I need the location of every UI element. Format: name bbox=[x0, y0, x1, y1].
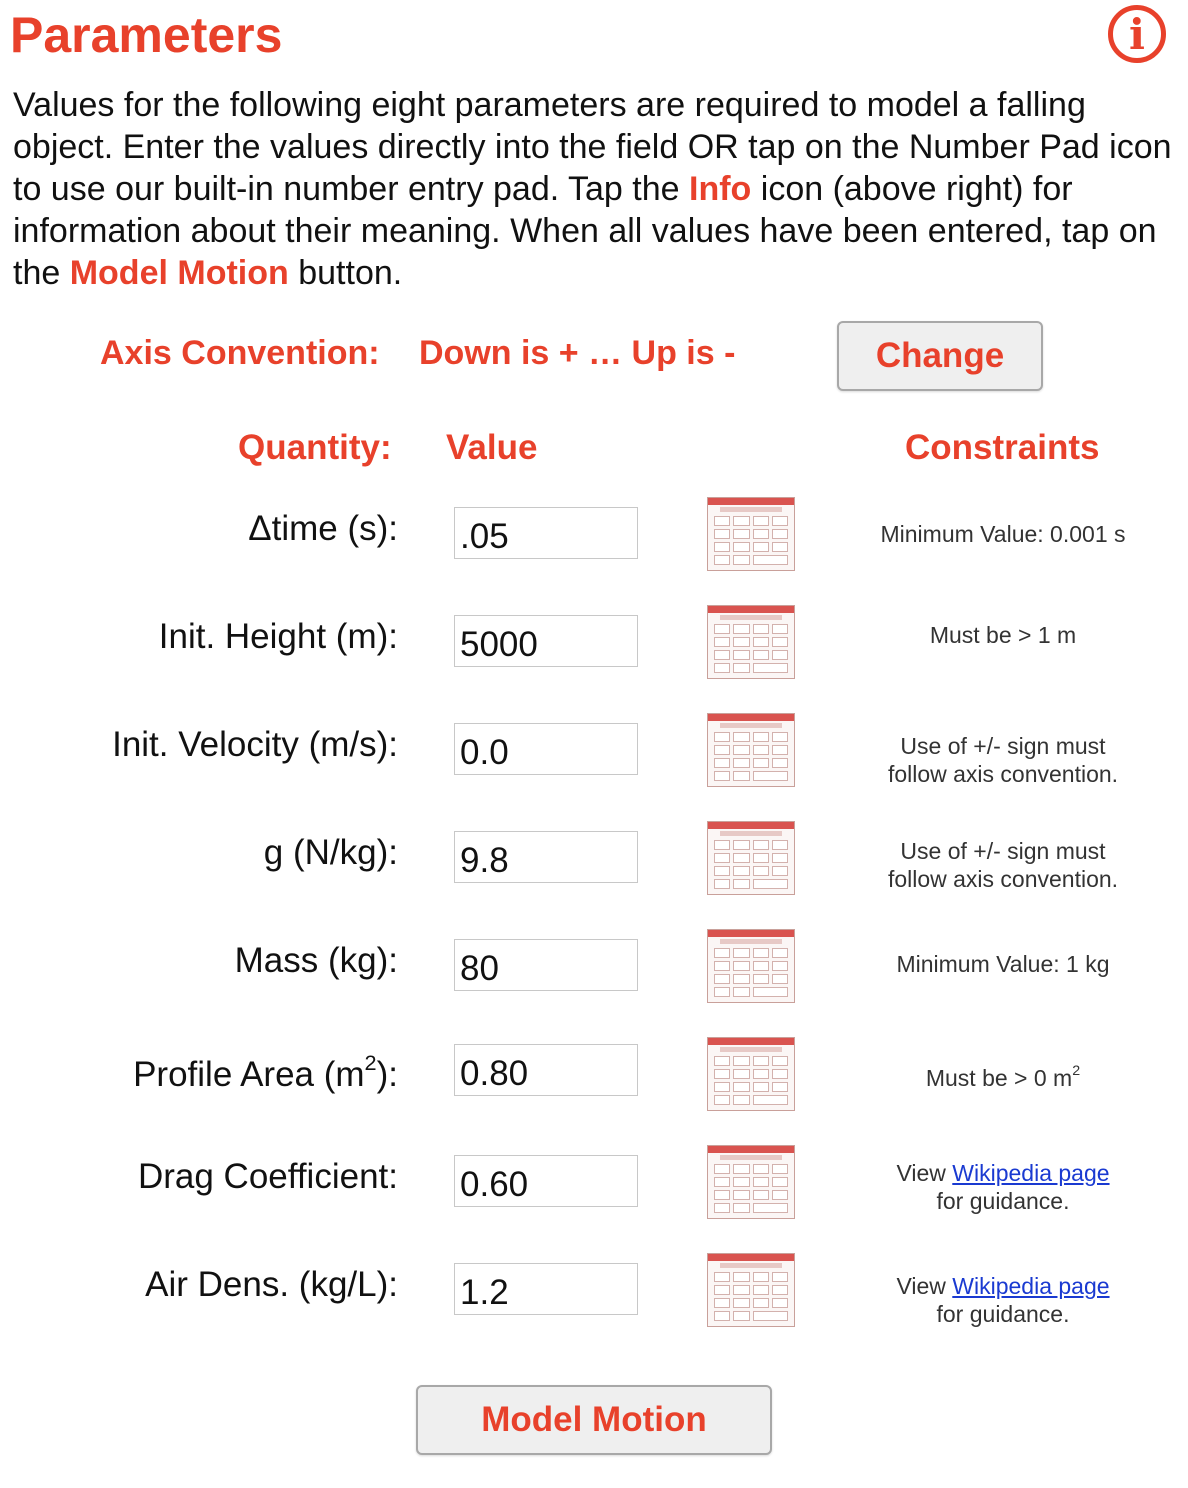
number-pad-icon[interactable] bbox=[707, 497, 795, 571]
number-pad-icon[interactable] bbox=[707, 1253, 795, 1327]
intro-part-1: Values for the following eight parameters are required to model a falling object. Enter the values directly into the field OR tap on the Number Pad icon to use our built-in number entry pad. Tap the bbox=[13, 86, 1172, 208]
init-velocity-constraint bbox=[848, 732, 1158, 788]
init-velocity-input[interactable] bbox=[454, 723, 638, 775]
view-text: View bbox=[896, 1160, 953, 1186]
guidance-text: for guidance. bbox=[936, 1301, 1070, 1327]
init-height-constraint: Must be > 1 m bbox=[929, 622, 1077, 648]
mass-input[interactable] bbox=[454, 939, 638, 991]
constraint-line-2: follow axis convention. bbox=[887, 866, 1119, 892]
info-icon[interactable]: i bbox=[1108, 5, 1166, 63]
intro-info-word: Info bbox=[689, 170, 752, 208]
air-density-input[interactable] bbox=[454, 1263, 638, 1315]
profile-area-constraint bbox=[848, 1064, 1158, 1092]
mass-label: Mass (kg): bbox=[234, 941, 398, 980]
axis-convention-value: Down is + … Up is - bbox=[419, 334, 736, 372]
page-title: Parameters bbox=[10, 7, 283, 63]
value-column-header: Value bbox=[446, 428, 538, 467]
gravity-label: g (N/kg): bbox=[263, 833, 398, 872]
constraint-line-1: Use of +/- sign must bbox=[900, 733, 1106, 759]
drag-coefficient-label: Drag Coefficient: bbox=[137, 1157, 398, 1196]
profile-area-label bbox=[133, 1050, 398, 1095]
model-motion-button[interactable]: Model Motion bbox=[416, 1385, 772, 1455]
init-height-input[interactable] bbox=[454, 615, 638, 667]
drag-coefficient-input[interactable] bbox=[454, 1155, 638, 1207]
intro-text bbox=[13, 84, 1178, 294]
air-density-constraint bbox=[848, 1272, 1158, 1328]
axis-convention-label: Axis Convention: bbox=[100, 334, 380, 372]
init-height-label: Init. Height (m): bbox=[158, 617, 398, 656]
number-pad-icon[interactable] bbox=[707, 605, 795, 679]
constraint-line-2: follow axis convention. bbox=[887, 761, 1119, 787]
constraints-column-header: Constraints bbox=[905, 428, 1100, 467]
drag-coefficient-constraint bbox=[848, 1159, 1158, 1215]
gravity-input[interactable] bbox=[454, 831, 638, 883]
number-pad-icon[interactable] bbox=[707, 1145, 795, 1219]
constraint-text: Must be > 0 m bbox=[925, 1065, 1073, 1091]
change-axis-button[interactable]: Change bbox=[837, 321, 1043, 391]
number-pad-icon[interactable] bbox=[707, 713, 795, 787]
delta-time-input[interactable] bbox=[454, 507, 638, 559]
quantity-column-header: Quantity: bbox=[238, 428, 392, 467]
label-text: Profile Area (m bbox=[133, 1055, 365, 1094]
mass-constraint: Minimum Value: 1 kg bbox=[896, 951, 1110, 977]
intro-part-3: button. bbox=[288, 254, 403, 292]
air-density-label: Air Dens. (kg/L): bbox=[145, 1265, 398, 1304]
label-superscript: 2 bbox=[364, 1050, 377, 1076]
init-velocity-label: Init. Velocity (m/s): bbox=[112, 725, 398, 764]
delta-time-label: Δtime (s): bbox=[248, 509, 398, 548]
guidance-text: for guidance. bbox=[936, 1188, 1070, 1214]
constraint-superscript: 2 bbox=[1072, 1063, 1081, 1080]
intro-model-word: Model Motion bbox=[69, 254, 289, 292]
label-text-end: ): bbox=[376, 1055, 398, 1094]
number-pad-icon[interactable] bbox=[707, 929, 795, 1003]
number-pad-icon[interactable] bbox=[707, 821, 795, 895]
view-text: View bbox=[896, 1273, 953, 1299]
gravity-constraint bbox=[848, 837, 1158, 893]
constraint-line-1: Use of +/- sign must bbox=[900, 838, 1106, 864]
wikipedia-link[interactable]: Wikipedia page bbox=[952, 1273, 1110, 1299]
intro-part-2: icon (above right) for information about their meaning. When all values have been entered, tap on the bbox=[13, 170, 1157, 292]
profile-area-input[interactable] bbox=[454, 1044, 638, 1096]
wikipedia-link[interactable]: Wikipedia page bbox=[952, 1160, 1110, 1186]
number-pad-icon[interactable] bbox=[707, 1037, 795, 1111]
delta-time-constraint: Minimum Value: 0.001 s bbox=[880, 521, 1126, 547]
